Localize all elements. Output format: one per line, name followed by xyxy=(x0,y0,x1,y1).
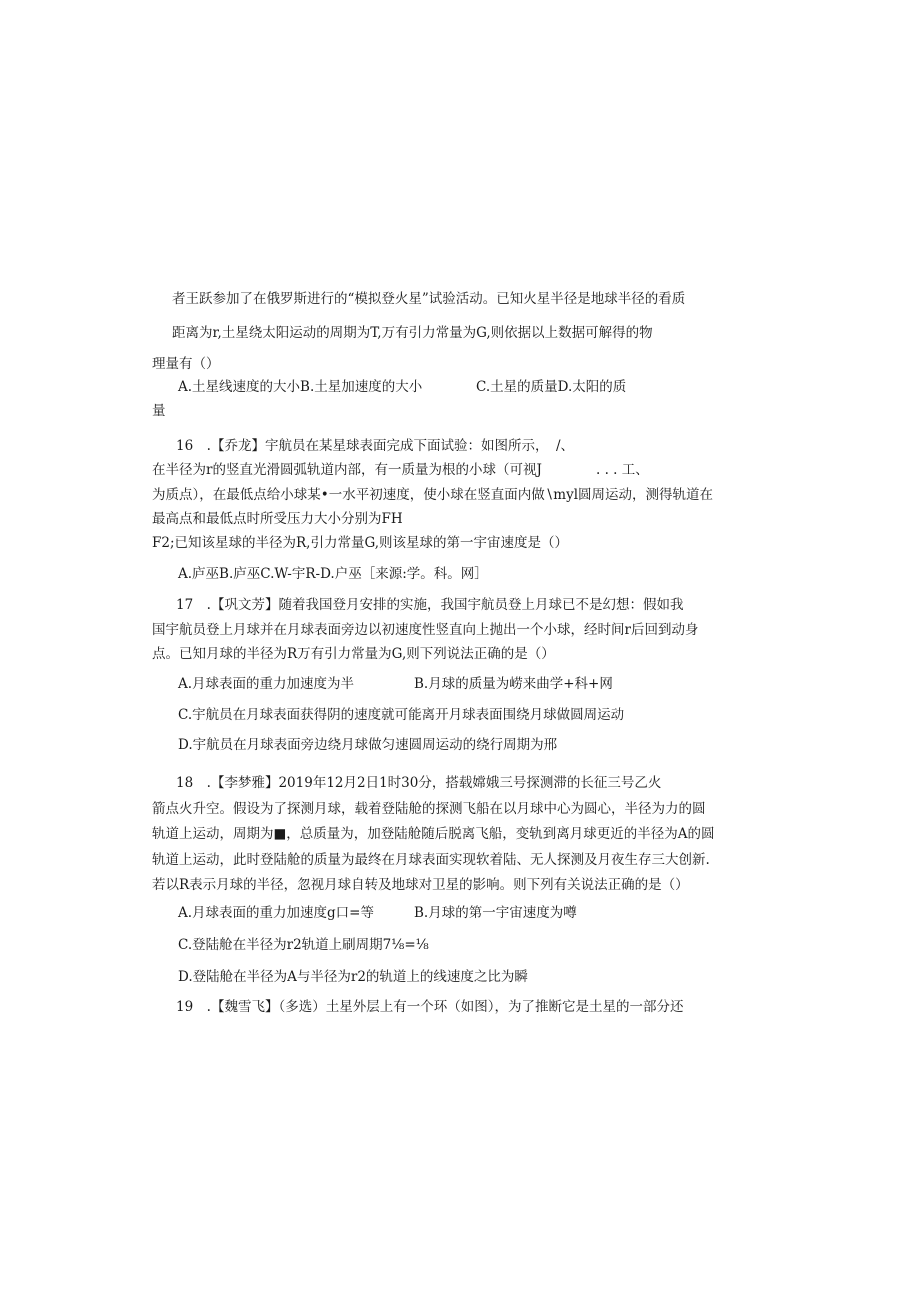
q18-line-4: 轨道上运动，此时登陆舱的质量为最终在月球表面实现软着陆、无人探测及月夜生存三大创新. xyxy=(152,852,710,868)
q16-line-3: 为质点），在最低点给小球某•一水平初速度，使小球在竖直面内做∖myl圆周运动，测得轨道在 xyxy=(152,487,714,503)
q18-line-2: 箭点火升空。假设为了探测月球，载着登陆舱的探测飞船在以月球中心为圆心，半径为力的圆 xyxy=(152,801,706,817)
q17-option-d: D.宇航员在月球表面旁边绕月球做匀速圆周运动的绕行周期为邢 xyxy=(178,737,558,753)
q16-options: A.庐巫B.庐巫C.W-宇R-D.户巫［来源:学。科。网］ xyxy=(178,566,488,582)
q17-line-3: 点。已知月球的半径为R万有引力常量为G,则下列说法正确的是（） xyxy=(152,646,555,662)
q18-line-5: 若以R表示月球的半径，忽视月球自转及地球对卫星的影响。则下列有关说法正确的是（） xyxy=(152,877,689,893)
intro-options: A.土星线速度的大小B.土星加速度的大小 xyxy=(178,379,423,395)
q18-option-b: B.月球的第一宇宙速度为噂 xyxy=(414,905,577,921)
q16-line-2: 在半径为r的竖直光滑圆弧轨道内部，有一质量为根的小球（可视J xyxy=(152,462,542,478)
q17-option-c: C.宇航员在月球表面获得阴的速度就可能离开月球表面围绕月球做圆周运动 xyxy=(178,707,625,723)
q16-line-1: 16 .【乔龙】宇航员在某星球表面完成下面试验：如图所示， xyxy=(176,438,549,454)
q17-line-2: 国宇航员登上月球并在月球表面旁边以初速度性竖直向上抛出一个小球，经时间r后回到动身 xyxy=(152,622,699,638)
q17-line-1: 17 .【巩文芳】随着我国登月安排的实施，我国宇航员登上月球已不是幻想：假如我 xyxy=(176,597,684,613)
q18-option-d: D.登陆舱在半径为A与半径为r2的轨道上的线速度之比为瞬 xyxy=(178,969,528,985)
intro-line-3: 理量有（） xyxy=(152,356,220,372)
intro-line-1: 者王跃参加了在俄罗斯进行的“模拟登火星”试验活动。已知火星半径是地球半径的看质 xyxy=(172,291,686,307)
q17-option-a: A.月球表面的重力加速度为半 xyxy=(178,676,355,692)
q18-line-1: 18 .【李梦雅】2019年12月2日1时30分，搭载嫦娥三号探测滞的长征三号乙火 xyxy=(176,775,662,791)
q16-line-4: 最高点和最低点时所受压力大小分别为FH xyxy=(152,511,403,527)
q19-line-1: 19 .【魏雪飞】（多选）土星外层上有一个环（如图），为了推断它是土星的一部分还 xyxy=(176,999,684,1015)
q17-option-b: B.月球的质量为崂来曲学+科+网 xyxy=(414,676,613,692)
q18-line-3: 轨道上运动，周期为■，总质量为，加登陆舱随后脱离飞船，变轨到离月球更近的半径为A的圆 xyxy=(152,826,715,842)
q16-line-5: F2;已知该星球的半径为R,引力常量G,则该星球的第一宇宙速度是（） xyxy=(152,535,569,551)
q16-figure-label-2: . . . 工、 xyxy=(596,462,649,478)
q18-option-a: A.月球表面的重力加速度g口=等 xyxy=(178,905,374,921)
q18-option-c: C.登陆舱在半径为r2轨道上刷周期7⅛=⅛ xyxy=(178,937,429,953)
intro-options-wrap: 量 xyxy=(152,403,166,419)
intro-line-2: 距离为r,土星绕太阳运动的周期为T,万有引力常量为G,则依据以上数据可解得的物 xyxy=(172,325,653,341)
intro-options-right: C.土星的质量D.太阳的质 xyxy=(476,379,627,395)
q16-figure-label-1: /、 xyxy=(556,438,575,454)
